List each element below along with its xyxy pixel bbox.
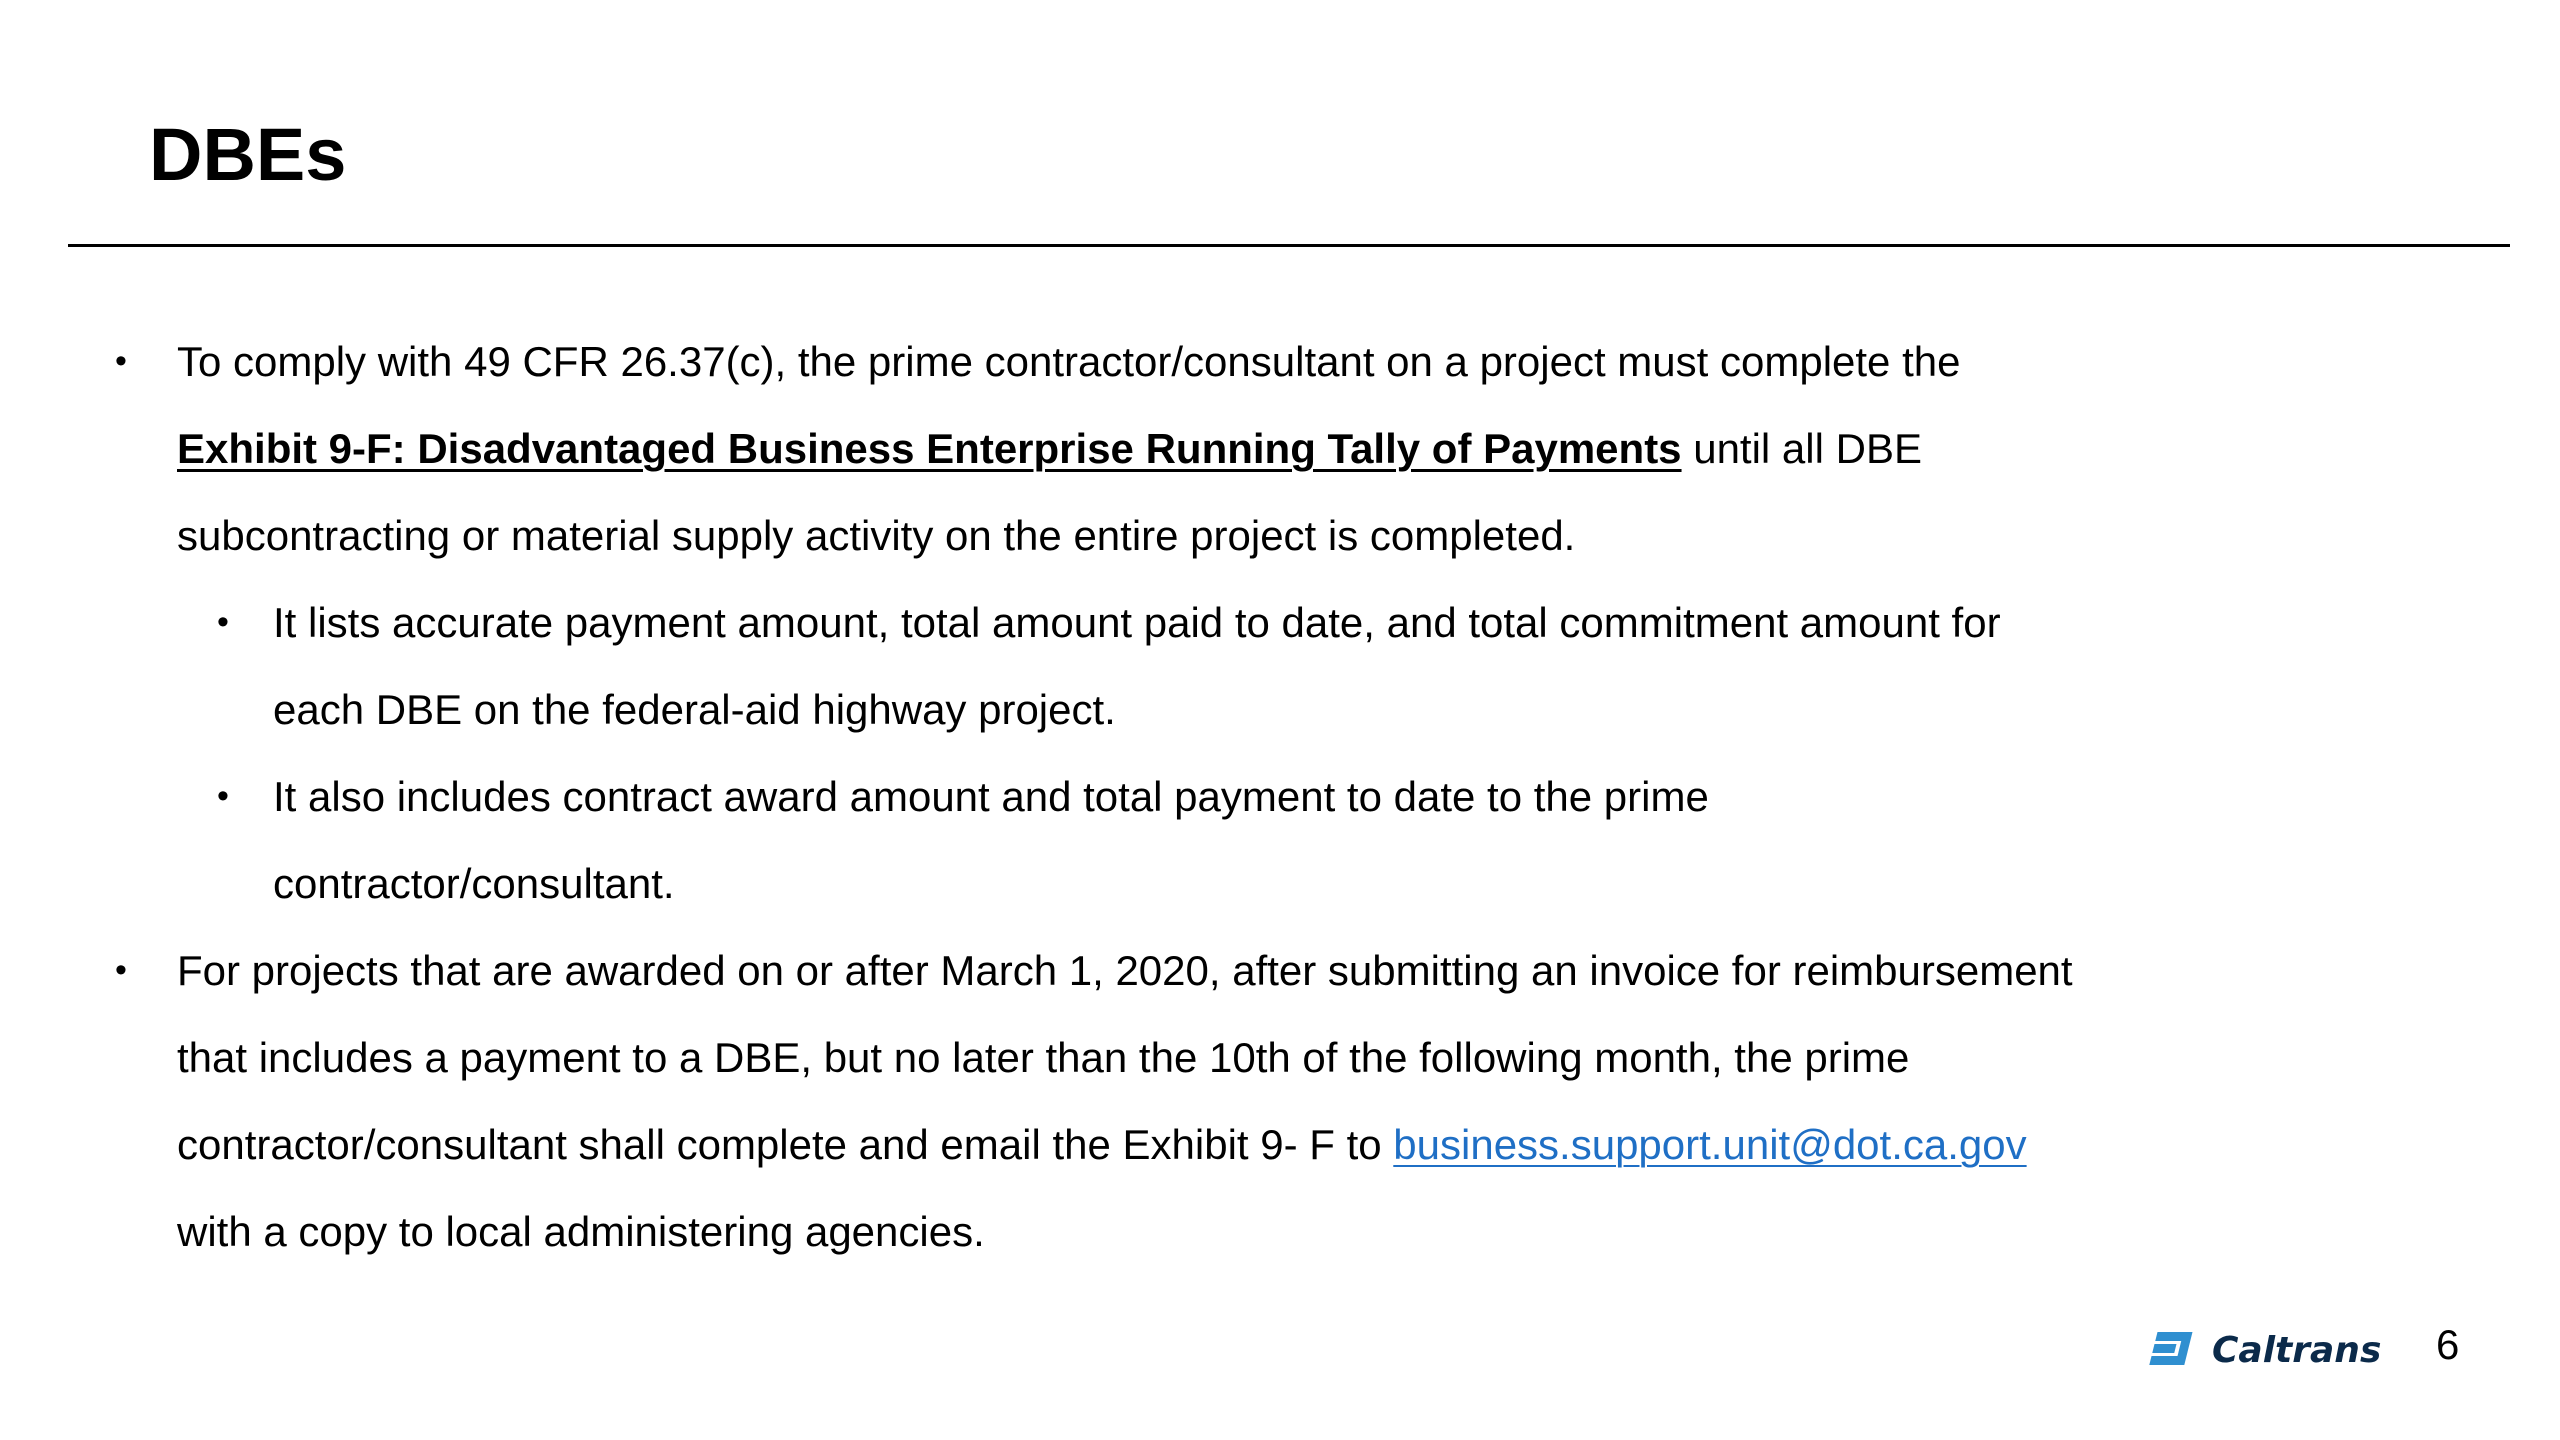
- logo-wordmark: Caltrans: [2212, 1330, 2382, 1370]
- bullet-icon: •: [115, 951, 127, 989]
- bullet-item: [115, 318, 2097, 579]
- bullet-item: [115, 927, 2097, 1275]
- slide-content: [0, 318, 2560, 1275]
- title-divider: [68, 244, 2510, 247]
- sub-bullet-text: It lists accurate payment amount, total amount paid to date, and total commitment amount for each DBE on the federal-aid highway project.: [273, 599, 2001, 733]
- email-link[interactable]: business.support.unit@dot.ca.gov: [1393, 1121, 2027, 1168]
- slide-title: DBEs: [149, 113, 347, 196]
- caltrans-logo-icon: [2148, 1322, 2400, 1370]
- bullet-icon: •: [217, 777, 229, 815]
- bullet-icon: •: [115, 342, 127, 380]
- sub-bullet-item: [217, 579, 2097, 753]
- exhibit-9f-link[interactable]: Exhibit 9-F: Disadvantaged Business Enterprise Running Tally of Payments: [177, 425, 1682, 472]
- sub-bullet-item: [217, 753, 2097, 927]
- bullet-icon: •: [217, 603, 229, 641]
- page-number: 6: [2436, 1321, 2460, 1368]
- bullet-text: until all DBE subcontracting or material supply activity on the entire project is completed.: [177, 425, 1922, 559]
- bullet-text: To comply with 49 CFR 26.37(c), the prime contractor/consultant on a project must complete the: [177, 338, 1961, 385]
- bullet-text: with a copy to local administering agencies.: [177, 1208, 985, 1255]
- sub-bullet-text: It also includes contract award amount and total payment to date to the prime contractor/consultant.: [273, 773, 1709, 907]
- bullet-text: For projects that are awarded on or after March 1, 2020, after submitting an invoice for reimbursement that includes a payment to a DBE, but no later than the 10th of the following month, the prime contractor/consultant shall complete and email the Exhibit 9- F to: [177, 947, 2073, 1168]
